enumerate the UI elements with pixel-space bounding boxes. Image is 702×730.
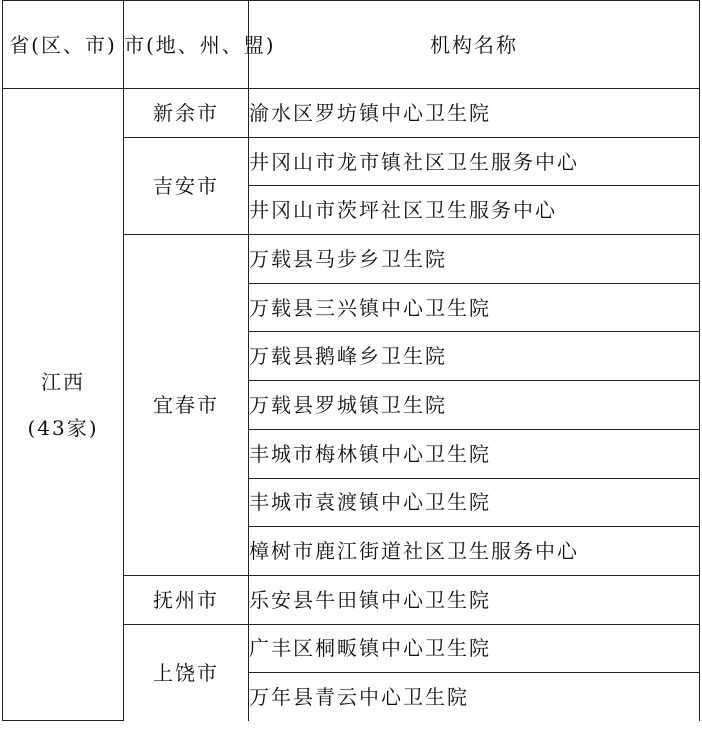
org-name-cell: 丰城市梅林镇中心卫生院 — [249, 429, 700, 478]
table-row — [3, 89, 700, 138]
province-name: 江西 — [41, 369, 85, 394]
province-count: (43家) — [27, 415, 99, 440]
city-yichun: 宜春市 — [124, 235, 249, 576]
org-name-cell: 万载县鹅峰乡卫生院 — [249, 332, 700, 381]
header-province: 省(区、市) — [3, 1, 124, 89]
header-city: 市(地、州、盟) — [124, 1, 249, 89]
city-shangrao: 上饶市 — [124, 624, 249, 721]
org-name-cell: 乐安县牛田镇中心卫生院 — [249, 575, 700, 624]
org-name-cell: 井冈山市茨坪社区卫生服务中心 — [249, 186, 700, 235]
org-name-cell: 井冈山市龙市镇社区卫生服务中心 — [249, 137, 700, 186]
org-name-cell: 万载县三兴镇中心卫生院 — [249, 283, 700, 332]
org-name-cell: 万年县青云中心卫生院 — [249, 673, 700, 721]
org-name-cell: 丰城市袁渡镇中心卫生院 — [249, 478, 700, 527]
header-org-name: 机构名称 — [249, 1, 700, 89]
institution-table — [2, 0, 700, 721]
city-xinyu: 新余市 — [124, 89, 249, 138]
org-name-cell: 渝水区罗坊镇中心卫生院 — [249, 89, 700, 138]
table-header-row — [3, 1, 700, 89]
city-fuzhou: 抚州市 — [124, 575, 249, 624]
province-cell — [3, 89, 124, 721]
org-name-cell: 万载县罗城镇卫生院 — [249, 381, 700, 430]
org-name-cell: 樟树市鹿江街道社区卫生服务中心 — [249, 527, 700, 576]
org-name-cell: 广丰区桐畈镇中心卫生院 — [249, 624, 700, 673]
city-jian: 吉安市 — [124, 137, 249, 234]
org-name-cell: 万载县马步乡卫生院 — [249, 235, 700, 284]
